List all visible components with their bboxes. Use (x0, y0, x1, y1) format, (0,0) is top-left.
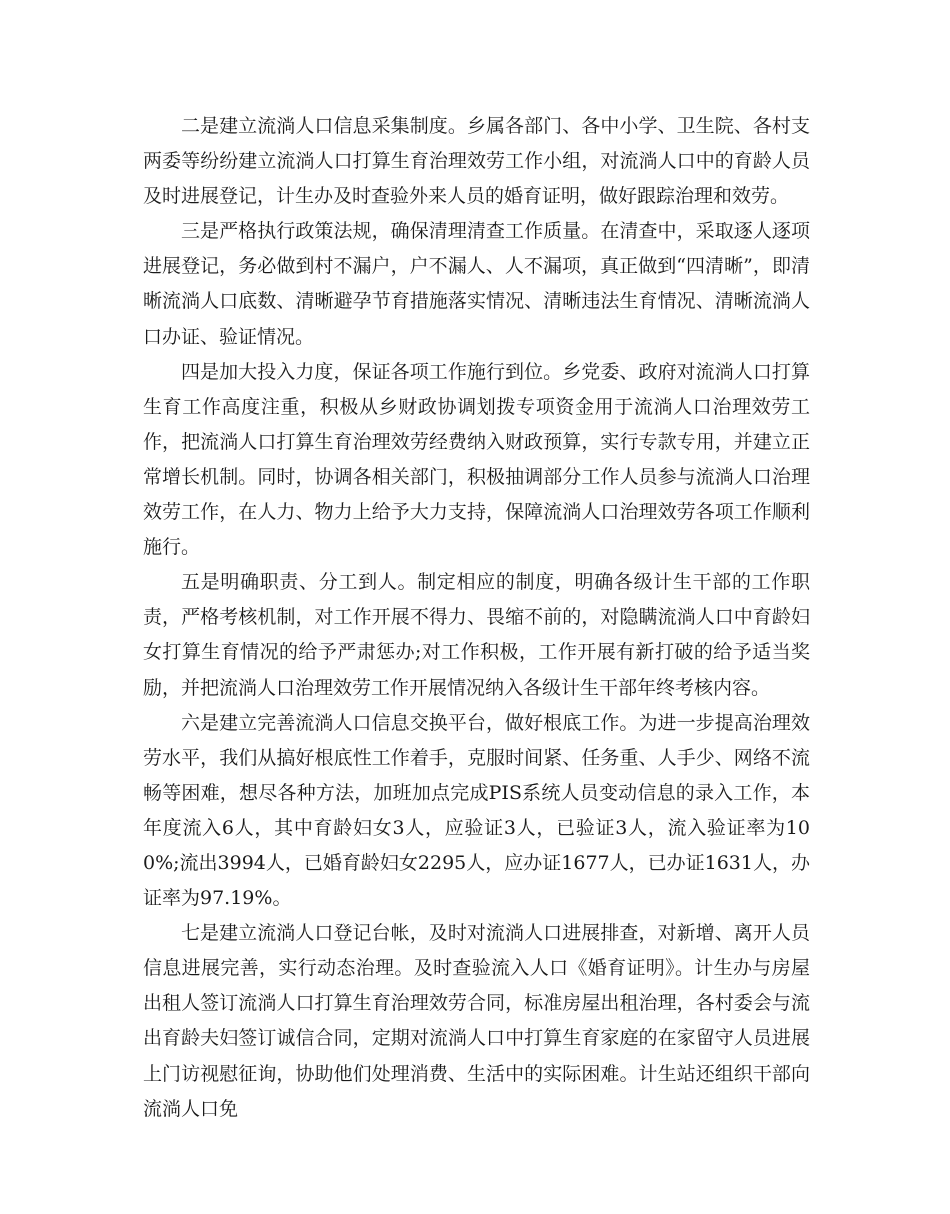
paragraph-5: 五是明确职责、分工到人。制定相应的制度，明确各级计生干部的工作职责，严格考核机制，对工作开展不得力、畏缩不前的，对隐瞒流淌人口中育龄妇女打算生育情况的给予严肃惩办;对工作积极，工作开展有新打破的给予适当奖励，并把流淌人口治理效劳工作开展情况纳入各级计生干部年终考核内容。 (143, 571, 810, 699)
paragraph-3: 三是严格执行政策法规，确保清理清查工作质量。在清查中，采取逐人逐项进展登记，务必做到村不漏户，户不漏人、人不漏项，真正做到“四清晰”，即清晰流淌人口底数、清晰避孕节育措施落实情况、清晰违法生育情况、清晰流淌人口办证、验证情况。 (143, 220, 810, 348)
paragraph-6: 六是建立完善流淌人口信息交换平台，做好根底工作。为进一步提高治理效劳水平，我们从搞好根底性工作着手，克服时间紧、任务重、人手少、网络不流畅等困难，想尽各种方法，加班加点完成PIS系统人员变动信息的录入工作，本年度流入6人，其中育龄妇女3人，应验证3人，已验证3人，流入验证率为100%;流出3994人，已婚育龄妇女2295人，应办证1677人，已办证1631人，办证率为97.19%。 (143, 711, 810, 910)
document-body (143, 109, 810, 1127)
paragraph-4: 四是加大投入力度，保证各项工作施行到位。乡党委、政府对流淌人口打算生育工作高度注重，积极从乡财政协调划拨专项资金用于流淌人口治理效劳工作，把流淌人口打算生育治理效劳经费纳入财政预算，实行专款专用，并建立正常增长机制。同时，协调各相关部门，积极抽调部分工作人员参与流淌人口治理效劳工作，在人力、物力上给予大力支持，保障流淌人口治理效劳各项工作顺利施行。 (143, 360, 810, 559)
paragraph-2: 二是建立流淌人口信息采集制度。乡属各部门、各中小学、卫生院、各村支两委等纷纷建立流淌人口打算生育治理效劳工作小组，对流淌人口中的育龄人员及时进展登记，计生办及时查验外来人员的婚育证明，做好跟踪治理和效劳。 (143, 115, 810, 208)
paragraph-7: 七是建立流淌人口登记台帐，及时对流淌人口进展排查，对新增、离开人员信息进展完善，实行动态治理。及时查验流入人口《婚育证明》。计生办与房屋出租人签订流淌人口打算生育治理效劳合同，标准房屋出租治理，各村委会与流出育龄夫妇签订诚信合同，定期对流淌人口中打算生育家庭的在家留守人员进展上门访视慰征询，协助他们处理消费、生活中的实际困难。计生站还组织干部向流淌人口免 (143, 922, 810, 1120)
